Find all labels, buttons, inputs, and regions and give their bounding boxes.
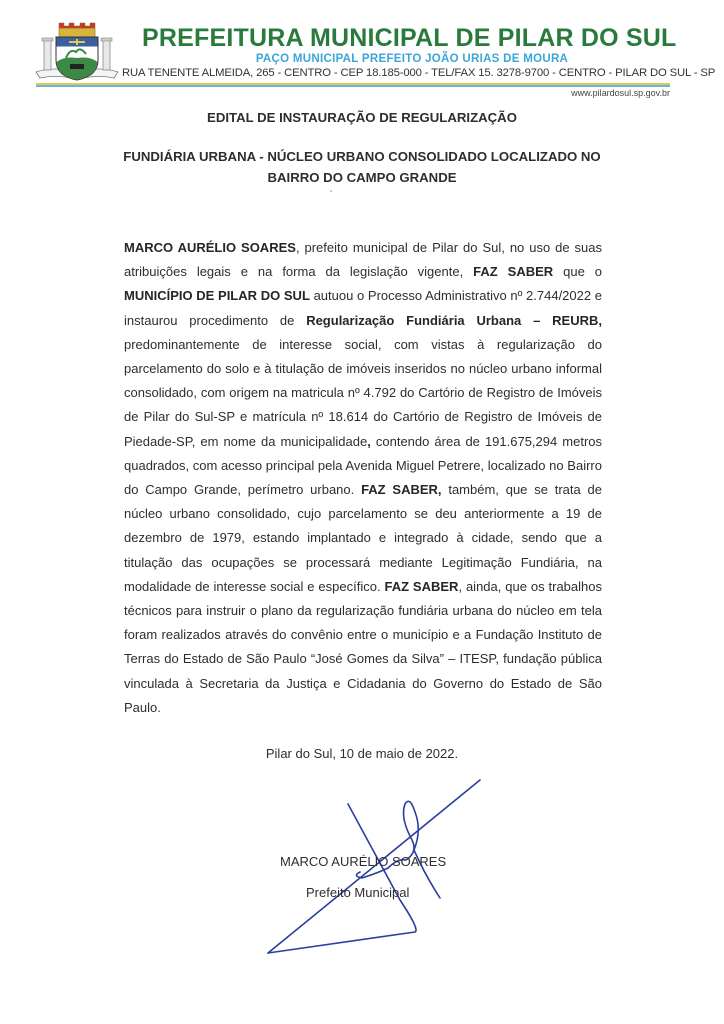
header-address: RUA TENENTE ALMEIDA, 265 - CENTRO - CEP 18.185-000 - TEL/FAX 15. 3278-9700 - CENTRO - PILAR DO SUL - SP [122, 67, 716, 79]
document-subtitle [0, 146, 724, 188]
body-emphasis: FAZ SABER [473, 264, 554, 280]
header-subtitle: PAÇO MUNICIPAL PREFEITO JOÃO URIAS DE MOURA [255, 53, 569, 65]
place-and-date: Pilar do Sul, 10 de maio de 2022. [265, 746, 459, 761]
header-website: www.pilardosul.sp.gov.br [571, 88, 670, 98]
signatory-role: Prefeito Municipal [306, 885, 410, 900]
body-emphasis: , [367, 433, 371, 449]
header-title: PREFEITURA MUNICIPAL DE PILAR DO SUL [142, 24, 677, 52]
document-subtitle-line2: BAIRRO DO CAMPO GRANDE [267, 170, 457, 185]
body-text-segment: contendo área de 191.675,294 metros quadrados, com acesso principal pela Avenida Miguel Petrere, localizado no Bairro do Campo Grande, perímetro urbano. [124, 433, 602, 498]
signatory-name: MARCO AURÉLIO SOARES [280, 854, 447, 869]
body-text-segment: que o [553, 264, 602, 280]
body-text-segment: , ainda, que os trabalhos técnicos para instruir o plano da regularização fundiária urbana do núcleo em tela foram realizados através do convênio entre o município e a Fundação Instituto de Terras do Estado de São Paulo “José Gomes da Silva” – ITESP, fundação pública vinculada à Secretaria da Justiça e Cidadania do Governo do Estado de São Paulo. [124, 578, 602, 715]
body-emphasis: FAZ SABER [384, 578, 459, 594]
letterhead [0, 0, 724, 100]
body-text-segment: predominantemente de interesse social, com vistas à regularização do parcelamento do solo e à titulação de imóveis inseridos no núcleo urbano informal consolidado, com origem na matricula nº 4.792 do Cartório de Registro de Imóveis de Pilar do Sul-SP e matrícula nº 18.614 do Cartório de Registro de Imóveis de Piedade-SP, em nome da municipalidade [124, 336, 602, 449]
document-title: EDITAL DE INSTAURAÇÃO DE REGULARIZAÇÃO [207, 110, 517, 125]
document-subtitle-line1: FUNDIÁRIA URBANA - NÚCLEO URBANO CONSOLIDADO LOCALIZADO NO [123, 149, 601, 164]
body-text-segment: autuou o Processo Administrativo nº 2.744/2022 e instaurou procedimento de [124, 288, 603, 328]
header-divider-blue [36, 85, 670, 87]
body-emphasis: Regularização Fundiária Urbana – REURB, [306, 312, 602, 328]
scan-speck [330, 190, 332, 192]
body-text-segment: também, que se trata de núcleo urbano consolidado, cujo parcelamento se deu anteriormente a 19 de dezembro de 1979, estando implantado e integrado à cidade, sendo que a titulação das ocupações se processará mediante Legitimação Fundiária, na modalidade de interesse social e específico. [124, 482, 603, 594]
body-emphasis: MUNICÍPIO DE PILAR DO SUL [124, 288, 310, 304]
body-emphasis: MARCO AURÉLIO SOARES [124, 240, 296, 255]
body-text-segment: , prefeito municipal de Pilar do Sul, no uso de suas atribuições legais e na forma da legislação vigente, [124, 240, 603, 280]
body-emphasis: FAZ SABER, [361, 482, 442, 498]
document-body [124, 236, 602, 720]
